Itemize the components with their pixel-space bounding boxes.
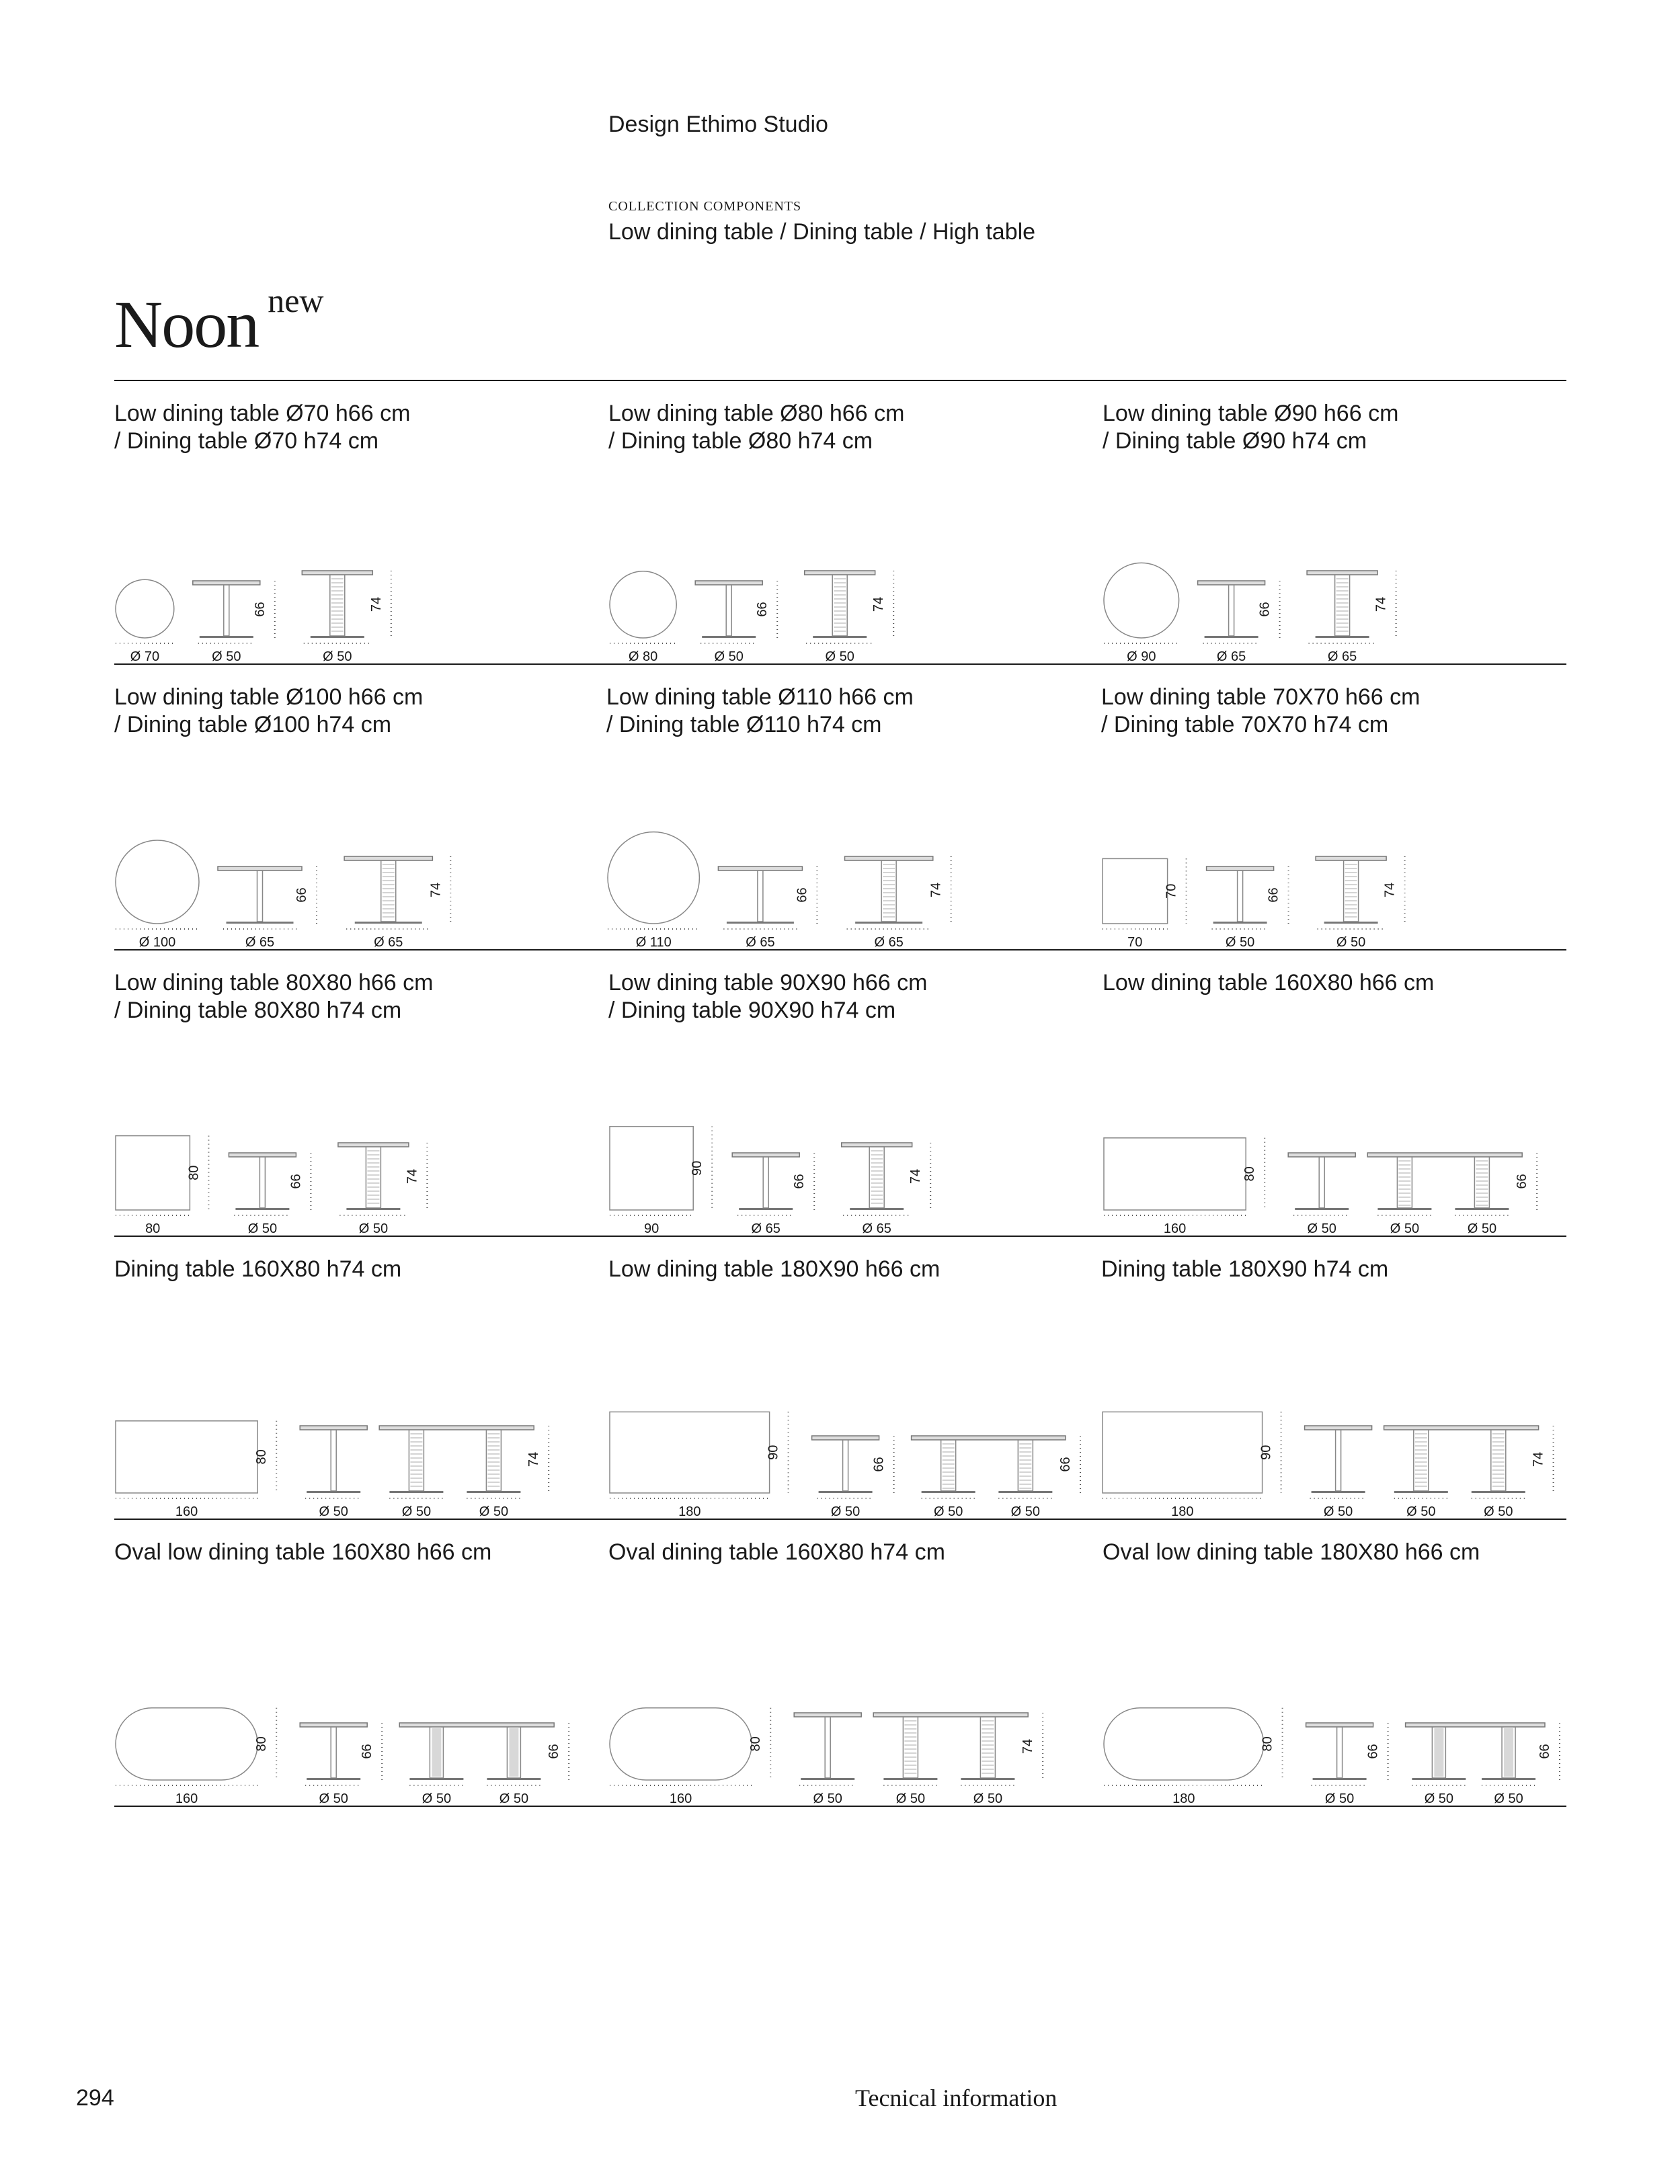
base xyxy=(1313,1778,1367,1780)
height-label: 74 xyxy=(368,596,384,612)
dimension-label: Ø 50 xyxy=(1467,1221,1497,1236)
column-fill xyxy=(1504,1728,1513,1777)
dimension-label: Ø 90 xyxy=(1127,649,1156,664)
tabletop-side xyxy=(1305,1426,1372,1430)
dimension-label: Ø 65 xyxy=(1327,649,1357,664)
base xyxy=(961,1778,1014,1780)
column xyxy=(486,1430,501,1491)
table-cell xyxy=(608,1519,1099,1806)
table-cell xyxy=(1103,1519,1578,1806)
column xyxy=(843,1440,848,1491)
dimension-label: Ø 50 xyxy=(499,1791,529,1806)
tabletop-front xyxy=(912,1436,1066,1440)
dimension-label: 70 xyxy=(1127,935,1143,950)
height-label: 66 xyxy=(360,1744,375,1759)
cell-title: Oval dining table 160X80 h74 cm xyxy=(608,1539,945,1565)
title-text: Noon xyxy=(114,287,259,362)
column xyxy=(1229,585,1234,636)
tabletop-plan xyxy=(1104,563,1179,638)
dimension-label: Ø 50 xyxy=(1323,1504,1353,1519)
dimension-label: Ø 50 xyxy=(319,1504,348,1519)
column xyxy=(758,871,763,922)
base xyxy=(1316,636,1369,638)
dimension-label: Ø 65 xyxy=(1216,649,1246,664)
height-label: 66 xyxy=(252,602,268,617)
dimension-label: Ø 50 xyxy=(212,649,241,664)
column xyxy=(1238,871,1243,922)
height-label: 74 xyxy=(428,882,444,898)
tabletop-side xyxy=(794,1713,861,1717)
height-label: 66 xyxy=(1257,602,1273,617)
height-label: 74 xyxy=(526,1451,542,1467)
technical-drawing xyxy=(608,534,1099,663)
dimension-label: Ø 50 xyxy=(247,1221,278,1236)
column xyxy=(259,1157,265,1208)
table-cell xyxy=(1103,949,1573,1236)
technical-drawing xyxy=(606,798,1099,949)
column xyxy=(1018,1440,1033,1491)
column xyxy=(1319,1157,1324,1208)
dimension-label: Ø 50 xyxy=(933,1504,963,1519)
table-cell xyxy=(1101,1236,1578,1519)
tabletop-side xyxy=(344,856,432,860)
tabletop-plan xyxy=(1104,1138,1246,1210)
dimension-label: Ø 50 xyxy=(1010,1504,1041,1519)
dimension-label: 180 xyxy=(1172,1791,1195,1806)
tabletop-plan xyxy=(610,1412,770,1493)
dimension-label: 160 xyxy=(175,1791,198,1806)
base xyxy=(1394,1491,1448,1493)
tabletop-side xyxy=(218,866,302,871)
cell-title: Oval low dining table 160X80 h66 cm xyxy=(114,1539,492,1565)
dimension-label: Ø 50 xyxy=(422,1791,452,1806)
tabletop-front xyxy=(1384,1426,1539,1430)
column xyxy=(1474,1157,1489,1208)
column-fill xyxy=(509,1728,518,1777)
new-badge: new xyxy=(268,282,324,319)
height-label: 66 xyxy=(1365,1744,1381,1759)
technical-drawing xyxy=(114,1370,605,1519)
base xyxy=(227,922,294,924)
column xyxy=(1414,1430,1429,1491)
tabletop-plan xyxy=(608,832,699,924)
tabletop-plan xyxy=(1103,1412,1263,1493)
base xyxy=(883,1778,937,1780)
dimension-label: Ø 110 xyxy=(635,935,672,950)
base xyxy=(1472,1491,1525,1493)
height-label: 74 xyxy=(871,596,887,612)
tabletop-side xyxy=(1306,1723,1373,1727)
table-cell xyxy=(114,949,605,1236)
base xyxy=(998,1491,1052,1493)
technical-drawing xyxy=(608,1370,1099,1519)
dimension-label: Ø 50 xyxy=(813,1791,842,1806)
dimension-label: Ø 50 xyxy=(1424,1791,1454,1806)
height-label: 90 xyxy=(766,1445,781,1460)
height-label: 74 xyxy=(405,1168,420,1184)
table-cell xyxy=(608,380,1099,663)
base xyxy=(1482,1778,1535,1780)
height-label: 66 xyxy=(294,887,309,903)
height-label: 74 xyxy=(1021,1738,1036,1754)
height-label: 80 xyxy=(254,1736,270,1752)
tabletop-side xyxy=(193,581,260,585)
tabletop-side xyxy=(842,1143,912,1147)
column xyxy=(903,1717,918,1778)
column xyxy=(763,1157,768,1208)
base xyxy=(1455,1208,1509,1210)
technical-drawing xyxy=(1103,534,1573,663)
base xyxy=(922,1491,975,1493)
technical-drawing xyxy=(608,1084,1099,1236)
dimension-label: Ø 65 xyxy=(746,935,775,950)
tabletop-side xyxy=(300,1426,367,1430)
cell-title: Oval low dining table 180X80 h66 cm xyxy=(1103,1539,1480,1565)
technical-drawing xyxy=(114,1084,605,1236)
technical-drawing xyxy=(1103,1653,1578,1806)
dimension-label: Ø 50 xyxy=(714,649,744,664)
height-label: 66 xyxy=(1266,887,1281,903)
column xyxy=(366,1147,381,1208)
technical-drawing xyxy=(114,1653,605,1806)
tabletop-side xyxy=(1198,581,1265,585)
height-label: 66 xyxy=(288,1174,304,1189)
dimension-label: Ø 50 xyxy=(1390,1221,1420,1236)
dimension-label: Ø 65 xyxy=(862,1221,891,1236)
tabletop-front xyxy=(1367,1153,1522,1157)
tabletop-plan xyxy=(1103,858,1168,924)
dimension-label: Ø 50 xyxy=(358,1221,389,1236)
dimension-label: Ø 50 xyxy=(1225,935,1255,950)
tabletop-plan xyxy=(116,1136,190,1210)
column xyxy=(1337,1727,1343,1778)
base xyxy=(307,1778,360,1780)
base xyxy=(1377,1208,1431,1210)
tabletop-side xyxy=(845,856,933,860)
column xyxy=(257,871,263,922)
column xyxy=(330,575,345,636)
tabletop-side xyxy=(302,571,372,575)
table-cell xyxy=(114,380,605,663)
column xyxy=(726,585,731,636)
cell-title: Low dining table Ø90 h66 cm / Dining table Ø90 h74 cm xyxy=(1103,401,1399,454)
collection-components: Low dining table / Dining table / High table xyxy=(608,219,1036,245)
column xyxy=(409,1430,424,1491)
base xyxy=(1205,636,1258,638)
technical-drawing xyxy=(608,1653,1099,1806)
tabletop-plan xyxy=(116,1708,257,1780)
dimension-label: Ø 50 xyxy=(1494,1791,1523,1806)
table-cell xyxy=(114,663,605,949)
designer-credit: Design Ethimo Studio xyxy=(608,112,828,137)
technical-drawing xyxy=(1101,1370,1578,1519)
dimension-label: Ø 50 xyxy=(1336,935,1366,950)
height-label: 66 xyxy=(871,1457,887,1472)
tabletop-front xyxy=(399,1723,554,1727)
cell-title: Low dining table Ø110 h66 cm / Dining table Ø110 h74 cm xyxy=(606,684,914,737)
table-cell xyxy=(606,663,1099,949)
base xyxy=(1412,1778,1466,1780)
dimension-label: 160 xyxy=(669,1791,692,1806)
base xyxy=(1295,1208,1349,1210)
dimension-label: Ø 50 xyxy=(479,1504,509,1519)
column xyxy=(331,1430,336,1491)
height-label: 74 xyxy=(908,1168,924,1184)
cell-title: Low dining table Ø70 h66 cm / Dining table Ø70 h74 cm xyxy=(114,401,411,454)
base xyxy=(307,1491,360,1493)
tabletop-side xyxy=(805,571,875,575)
dimension-label: Ø 65 xyxy=(751,1221,781,1236)
base xyxy=(467,1491,520,1493)
page-number: 294 xyxy=(76,2085,114,2111)
base xyxy=(346,1208,400,1210)
base xyxy=(1213,922,1267,924)
dimension-label: Ø 65 xyxy=(374,935,403,950)
collection-label: COLLECTION COMPONENTS xyxy=(608,199,802,214)
height-label: 80 xyxy=(1260,1736,1275,1752)
dimension-label: Ø 70 xyxy=(130,649,160,664)
base xyxy=(235,1208,289,1210)
height-label: 80 xyxy=(1242,1166,1258,1182)
dimension-label: Ø 50 xyxy=(895,1791,926,1806)
column xyxy=(1335,575,1350,636)
base xyxy=(487,1778,541,1780)
column xyxy=(331,1727,336,1778)
height-label: 66 xyxy=(547,1744,562,1759)
dimension-label: Ø 50 xyxy=(825,649,854,664)
dimension-label: Ø 65 xyxy=(874,935,904,950)
column xyxy=(1336,1430,1341,1491)
dimension-label: Ø 50 xyxy=(1484,1504,1513,1519)
height-label: 74 xyxy=(1373,596,1389,612)
base xyxy=(389,1491,443,1493)
section-title: Tecnical information xyxy=(855,2085,1057,2111)
page-title xyxy=(114,282,324,363)
dimension-label: Ø 50 xyxy=(401,1504,432,1519)
dimension-label: Ø 100 xyxy=(138,935,176,950)
cell-title: Low dining table 90X90 h66 cm / Dining table 90X90 h74 cm xyxy=(608,970,928,1023)
dimension-label: 160 xyxy=(175,1504,198,1519)
base xyxy=(702,636,756,638)
tabletop-side xyxy=(1307,571,1377,575)
base xyxy=(355,922,422,924)
cell-title: Dining table 160X80 h74 cm xyxy=(114,1256,402,1282)
dimension-label: Ø 50 xyxy=(319,1791,348,1806)
dimension-label: 180 xyxy=(678,1504,701,1519)
cell-title: Low dining table 180X90 h66 cm xyxy=(608,1256,941,1282)
cell-title: Dining table 180X90 h74 cm xyxy=(1101,1256,1389,1282)
column xyxy=(224,585,229,636)
tabletop-front xyxy=(873,1713,1028,1717)
height-label: 90 xyxy=(1258,1445,1274,1460)
column xyxy=(980,1717,995,1778)
height-label: 74 xyxy=(928,882,944,898)
tabletop-side xyxy=(732,1153,799,1157)
dimension-label: 90 xyxy=(643,1221,659,1236)
height-label: 66 xyxy=(1058,1457,1073,1472)
base xyxy=(855,922,922,924)
dimension-label: Ø 50 xyxy=(973,1791,1003,1806)
dimension-label: Ø 50 xyxy=(830,1504,861,1519)
dimension-label: Ø 50 xyxy=(1406,1504,1436,1519)
height-label: 66 xyxy=(1537,1744,1552,1759)
tabletop-side xyxy=(1316,856,1386,860)
tabletop-side xyxy=(1288,1153,1355,1157)
dimension-label: Ø 65 xyxy=(245,935,275,950)
height-label: 66 xyxy=(795,887,810,903)
tabletop-front xyxy=(1406,1723,1545,1727)
dimension-label: Ø 50 xyxy=(1324,1791,1355,1806)
tabletop-side xyxy=(812,1436,879,1440)
height-label: 66 xyxy=(792,1174,807,1189)
column xyxy=(869,1147,884,1208)
column xyxy=(1491,1430,1506,1491)
cell-title: Low dining table Ø100 h66 cm / Dining table Ø100 h74 cm xyxy=(114,684,424,737)
height-label: 80 xyxy=(186,1165,202,1180)
dimension-label: Ø 50 xyxy=(323,649,352,664)
height-label: 74 xyxy=(1531,1451,1546,1467)
table-cell xyxy=(1103,380,1573,663)
tabletop-side xyxy=(695,581,762,585)
table-cell xyxy=(608,949,1099,1236)
table-cell xyxy=(608,1236,1099,1519)
base xyxy=(850,1208,904,1210)
technical-drawing xyxy=(114,534,605,663)
height-label: 90 xyxy=(690,1160,705,1176)
dimension-label: Ø 50 xyxy=(1307,1221,1336,1236)
cell-title: Low dining table Ø80 h66 cm / Dining table Ø80 h74 cm xyxy=(608,401,905,454)
tabletop-plan xyxy=(116,579,174,638)
base xyxy=(801,1778,854,1780)
tabletop-plan xyxy=(116,840,199,924)
tabletop-plan xyxy=(116,1421,257,1493)
technical-drawing xyxy=(1103,1084,1573,1236)
base xyxy=(1324,922,1378,924)
dimension-label: 80 xyxy=(145,1221,161,1236)
table-cell xyxy=(114,1236,605,1519)
column xyxy=(1397,1157,1412,1208)
base xyxy=(813,636,867,638)
column-fill xyxy=(432,1728,441,1777)
tabletop-front xyxy=(379,1426,534,1430)
cell-title: Low dining table 160X80 h66 cm xyxy=(1103,970,1435,996)
column xyxy=(832,575,847,636)
base xyxy=(409,1778,463,1780)
tabletop-side xyxy=(338,1143,409,1147)
column xyxy=(1344,860,1359,922)
height-label: 80 xyxy=(254,1449,270,1465)
base xyxy=(819,1491,873,1493)
height-label: 66 xyxy=(755,602,770,617)
cell-title: Low dining table 80X80 h66 cm / Dining table 80X80 h74 cm xyxy=(114,970,434,1023)
tabletop-side xyxy=(1207,866,1274,871)
technical-drawing xyxy=(114,798,605,949)
base xyxy=(739,1208,793,1210)
dimension-label: Ø 80 xyxy=(628,649,658,664)
column xyxy=(881,860,896,922)
technical-drawing xyxy=(1101,798,1572,949)
height-label: 80 xyxy=(748,1736,764,1752)
cell-title: Low dining table 70X70 h66 cm / Dining table 70X70 h74 cm xyxy=(1101,684,1421,737)
base xyxy=(1312,1491,1365,1493)
column xyxy=(381,860,396,922)
base xyxy=(311,636,364,638)
base xyxy=(727,922,794,924)
dimension-label: 180 xyxy=(1171,1504,1194,1519)
column xyxy=(825,1717,830,1778)
table-cell xyxy=(114,1519,605,1806)
height-label: 66 xyxy=(1515,1174,1530,1189)
tabletop-plan xyxy=(610,571,676,638)
base xyxy=(200,636,253,638)
tabletop-plan xyxy=(610,1127,693,1210)
tabletop-plan xyxy=(1104,1708,1264,1780)
height-label: 74 xyxy=(1382,882,1398,898)
dimension-label: 160 xyxy=(1163,1221,1187,1236)
tabletop-plan xyxy=(610,1708,752,1780)
tabletop-side xyxy=(229,1153,296,1157)
table-cell xyxy=(1101,663,1572,949)
height-label: 70 xyxy=(1164,883,1179,899)
tabletop-side xyxy=(718,866,802,871)
column-fill xyxy=(1434,1728,1443,1777)
column xyxy=(941,1440,956,1491)
tabletop-side xyxy=(300,1723,367,1727)
